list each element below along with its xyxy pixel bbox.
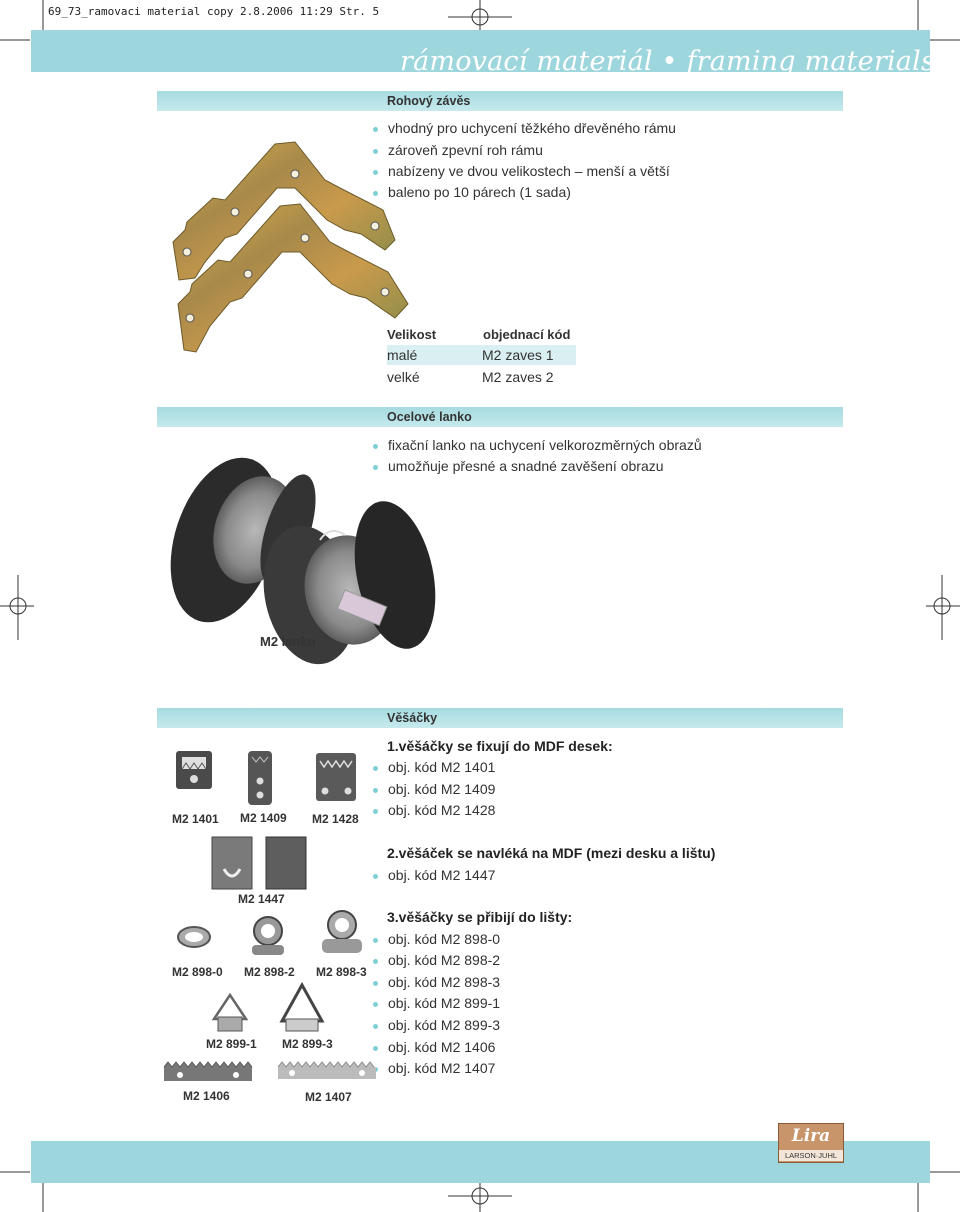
table-cell-code: M2 zaves 2: [482, 369, 554, 385]
product-label: M2 898-0: [172, 965, 223, 979]
table-cell-size: malé: [387, 347, 418, 363]
bullet-item: umožňuje přesné a snadné zavěšení obrazu: [388, 458, 664, 474]
table-cell-size: velké: [387, 369, 420, 385]
bullet-item: obj. kód M2 1409: [388, 781, 496, 797]
section-bar-corner-hinge: [157, 91, 843, 111]
table-row: [387, 367, 576, 387]
logo-sub: LARSON·JUHL: [779, 1150, 843, 1161]
table-cell-code: M2 zaves 1: [482, 347, 554, 363]
bullet-item: obj. kód M2 898-2: [388, 952, 501, 968]
group-heading: 3.věšáčky se přibijí do lišty:: [387, 909, 573, 925]
group-heading: 1.věšáčky se fixují do MDF desek:: [387, 738, 613, 754]
lira-logo: [778, 1123, 844, 1163]
product-label: M2 899-3: [282, 1037, 333, 1051]
bullet-item: obj. kód M2 1401: [388, 759, 496, 775]
bullet-item: baleno po 10 párech (1 sada): [388, 184, 571, 200]
section-title-corner-hinge: Rohový závěs: [387, 94, 471, 108]
table-header-size: Velikost: [387, 327, 437, 342]
bullet-item: obj. kód M2 898-3: [388, 974, 501, 990]
corner-hinge-image: [165, 130, 415, 360]
bullet-item: obj. kód M2 899-1: [388, 995, 501, 1011]
header-title: rámovací materiál • framing materials: [400, 46, 935, 77]
bullet-item: obj. kód M2 1406: [388, 1039, 496, 1055]
product-label: M2 1401: [172, 812, 219, 826]
product-label: M2 898-3: [316, 965, 367, 979]
bullet-item: obj. kód M2 898-0: [388, 931, 501, 947]
product-label: M2 1407: [305, 1090, 352, 1104]
bullet-item: vhodný pro uchycení těžkého dřevěného rámu: [388, 120, 676, 136]
image-label-wire: M2 lanko: [260, 634, 316, 649]
group-heading: 2.věšáček se navléká na MDF (mezi desku a lištu): [387, 845, 716, 861]
section-title-steel-wire: Ocelové lanko: [387, 410, 472, 424]
bullet-item: obj. kód M2 1428: [388, 802, 496, 818]
bullet-item: obj. kód M2 1407: [388, 1060, 496, 1076]
product-label: M2 1409: [240, 811, 287, 825]
section-bar-steel-wire: [157, 407, 843, 427]
section-bar-hangers: [157, 708, 843, 728]
product-label: M2 1447: [238, 892, 285, 906]
hangers-image: [160, 745, 380, 1090]
bullet-item: obj. kód M2 1447: [388, 867, 496, 883]
product-label: M2 899-1: [206, 1037, 257, 1051]
table-header-order-code: objednací kód: [483, 327, 571, 342]
bullet-item: nabízeny ve dvou velikostech – menší a větší: [388, 163, 670, 179]
table-row: [387, 345, 576, 365]
product-label: M2 898-2: [244, 965, 295, 979]
bullet-item: zároveň zpevní roh rámu: [388, 142, 543, 158]
bullet-item: obj. kód M2 899-3: [388, 1017, 501, 1033]
bullet-item: fixační lanko na uchycení velkorozměrných obrazů: [388, 437, 702, 453]
product-label: M2 1406: [183, 1089, 230, 1103]
print-slug: 69_73_ramovaci material copy 2.8.2006 11:29 Str. 5: [48, 5, 380, 18]
product-label: M2 1428: [312, 812, 359, 826]
section-title-hangers: Věšáčky: [387, 711, 438, 725]
logo-brand: Lira: [791, 1126, 831, 1146]
